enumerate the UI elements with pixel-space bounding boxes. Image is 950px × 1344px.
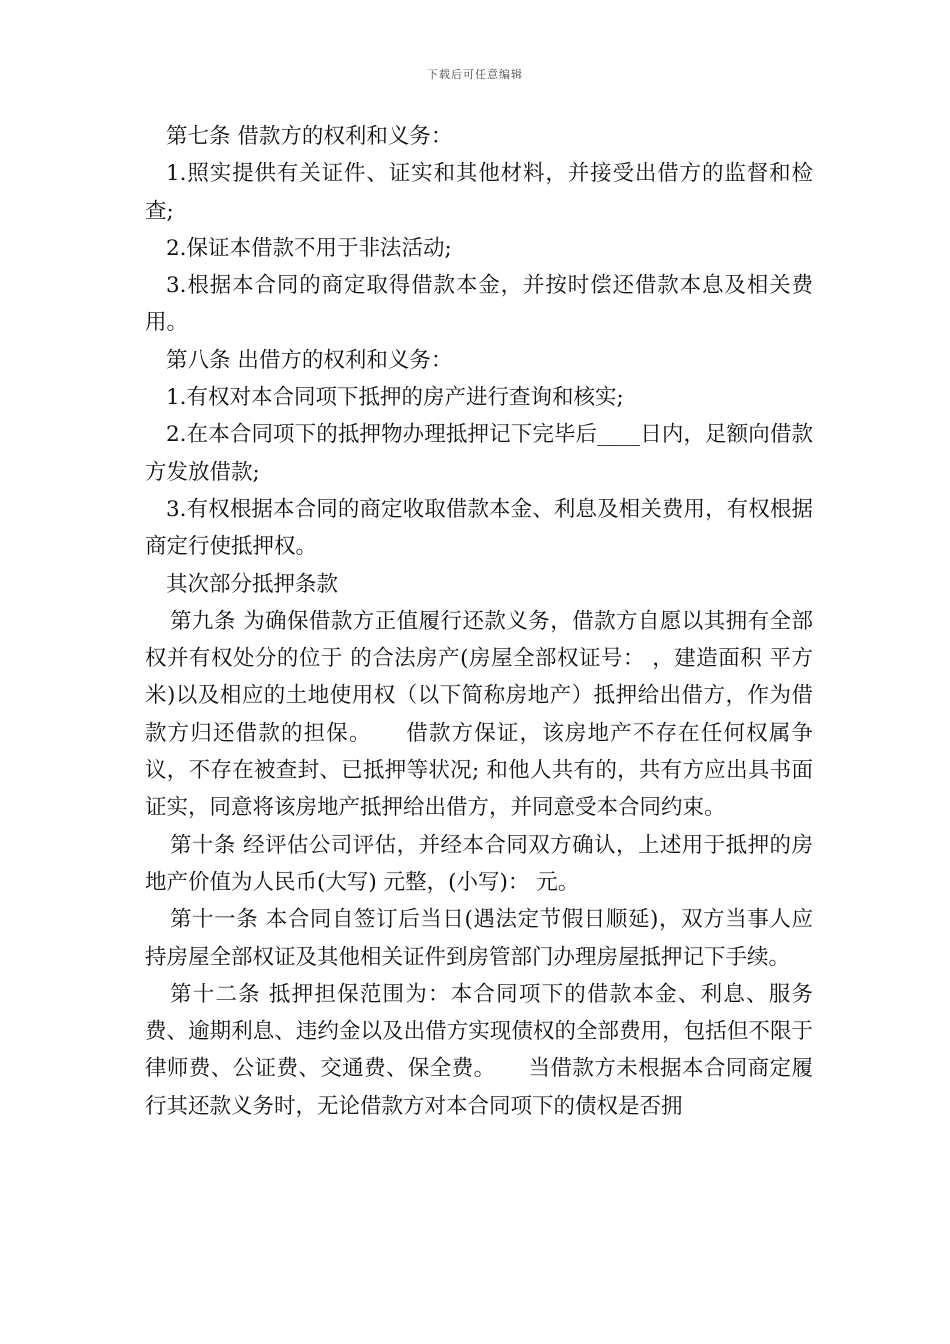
article-7-item-3: 3.根据本合同的商定取得借款本金，并按时偿还借款本息及相关费用。 [145, 273, 813, 336]
article-7-item-1: 1.照实提供有关证件、证实和其他材料，并接受出借方的监督和检查; [145, 161, 813, 224]
article-8-item-2: 2.在本合同项下的抵押物办理抵押记下完毕后____日内，足额向借款方发放借款; [145, 422, 813, 485]
article-8-item-3: 3.有权根据本合同的商定收取借款本金、利息及相关费用，有权根据商定行使抵押权。 [145, 496, 813, 560]
document-body [145, 118, 813, 1125]
section-2-heading: 其次部分抵押条款 [166, 571, 339, 597]
article-8-heading: 第八条 出借方的权利和义务： [166, 347, 453, 373]
article-11: 第十一条 本合同自签订后当日(遇法定节假日顺延)，双方当事人应持房屋全部权证及其他相关证件到房管部门办理房屋抵押记下手续。 [145, 907, 813, 970]
article-7-item-2: 2.保证本借款不用于非法活动; [166, 235, 452, 261]
page-header: 下载后可任意编辑 [427, 68, 523, 81]
article-9: 第九条 为确保借款方正值履行还款义务，借款方自愿以其拥有全部权并有权处分的位于 的合法房产(房屋全部权证号： ，建造面积 平方米)以及相应的土地使用权（以下简称房地产）抵押给出借方，作为借款方归还借款的担保。 借款方保证，该房地产不存在任何权属争议，不存在被查封、已抵押等状况; 和他人共有的，共有方应出具书面证实，同意将该房地产抵押给出借方，并同意受本合同约束。 [145, 608, 813, 821]
article-10: 第十条 经评估公司评估，并经本合同双方确认，上述用于抵押的房地产价值为人民币(大写) 元整，(小写)： 元。 [145, 832, 813, 895]
article-8-item-1: 1.有权对本合同项下抵押的房产进行查询和核实; [166, 385, 624, 411]
article-7-heading: 第七条 借款方的权利和义务： [166, 124, 453, 149]
article-12: 第十二条 抵押担保范围为：本合同项下的借款本金、利息、服务费、逾期利息、违约金以及出借方实现债权的全部费用，包括但不限于律师费、公证费、交通费、保全费。 当借款方未根据本合同商定履行其还款义务时，无论借款方对本合同项下的债权是否拥 [145, 981, 813, 1119]
